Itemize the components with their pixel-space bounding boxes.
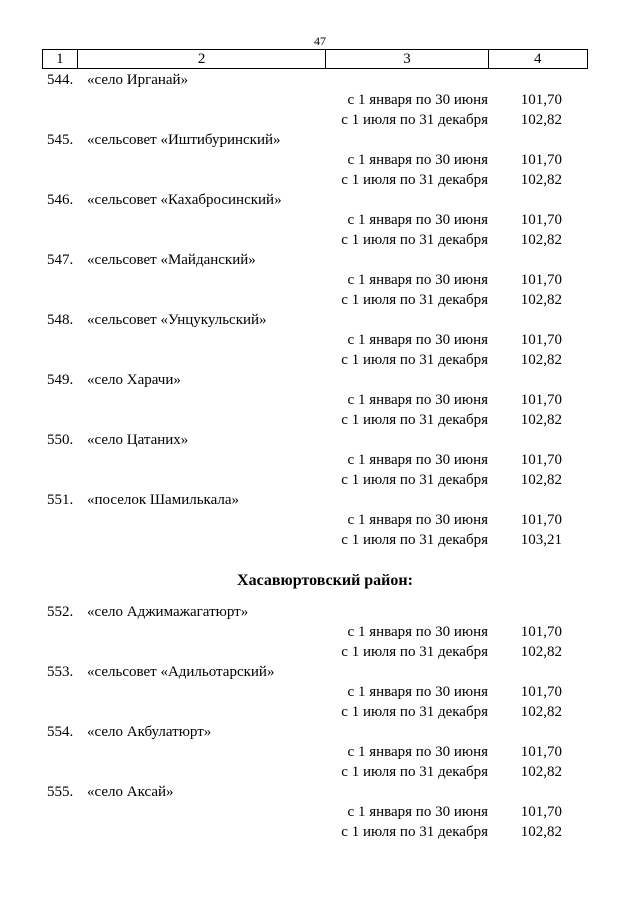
period-value: 101,70	[520, 512, 562, 528]
period-row	[0, 350, 640, 370]
entry-number: 544.	[47, 72, 74, 88]
column-header-2: 2	[77, 50, 326, 69]
list-item	[0, 722, 640, 742]
period-label: с 1 января по 30 июня	[347, 684, 488, 700]
period-label: с 1 января по 30 июня	[347, 804, 488, 820]
period-value: 102,82	[520, 352, 562, 368]
entry-number: 547.	[47, 252, 74, 268]
period-row	[0, 230, 640, 250]
entry-name: «поселок Шамилькала»	[87, 492, 240, 508]
period-row	[0, 150, 640, 170]
column-header-table	[42, 49, 588, 69]
period-label: с 1 июля по 31 декабря	[341, 112, 488, 128]
district-heading-row	[0, 550, 640, 602]
entry-name: «село Аджимажагатюрт»	[87, 604, 249, 620]
list-item	[0, 190, 640, 210]
period-row	[0, 802, 640, 822]
period-label: с 1 января по 30 июня	[347, 92, 488, 108]
period-value: 103,21	[520, 532, 562, 548]
entry-name: «село Аксай»	[87, 784, 174, 800]
period-value: 101,70	[520, 272, 562, 288]
period-value: 102,82	[520, 232, 562, 248]
entry-number: 549.	[47, 372, 74, 388]
entry-number: 553.	[47, 664, 74, 680]
entry-number: 545.	[47, 132, 74, 148]
period-value: 102,82	[520, 172, 562, 188]
column-header-row	[43, 50, 588, 69]
period-row	[0, 702, 640, 722]
period-label: с 1 июля по 31 декабря	[341, 292, 488, 308]
list-item	[0, 602, 640, 622]
period-value: 102,82	[520, 764, 562, 780]
period-row	[0, 762, 640, 782]
list-item	[0, 70, 640, 90]
period-value: 101,70	[520, 212, 562, 228]
period-row	[0, 510, 640, 530]
tariff-list	[0, 70, 640, 842]
period-label: с 1 июля по 31 декабря	[341, 824, 488, 840]
period-value: 101,70	[520, 684, 562, 700]
period-row	[0, 470, 640, 490]
period-value: 101,70	[520, 744, 562, 760]
district-title: Хасавюртовский район:	[237, 572, 413, 589]
period-label: с 1 июля по 31 декабря	[341, 704, 488, 720]
period-label: с 1 января по 30 июня	[347, 332, 488, 348]
period-value: 102,82	[520, 112, 562, 128]
column-header-1: 1	[43, 50, 78, 69]
entry-name: «сельсовет «Майданский»	[87, 252, 256, 268]
period-label: с 1 июля по 31 декабря	[341, 644, 488, 660]
period-value: 101,70	[520, 152, 562, 168]
page-number: 47	[314, 34, 326, 48]
period-value: 101,70	[520, 804, 562, 820]
period-row	[0, 450, 640, 470]
period-label: с 1 января по 30 июня	[347, 744, 488, 760]
period-row	[0, 390, 640, 410]
period-value: 101,70	[520, 92, 562, 108]
period-row	[0, 210, 640, 230]
period-label: с 1 января по 30 июня	[347, 624, 488, 640]
period-row	[0, 290, 640, 310]
entry-name: «сельсовет «Адильотарский»	[87, 664, 275, 680]
period-value: 101,70	[520, 392, 562, 408]
period-row	[0, 642, 640, 662]
entry-name: «сельсовет «Кахабросинский»	[87, 192, 282, 208]
period-value: 102,82	[520, 704, 562, 720]
list-item	[0, 370, 640, 390]
period-row	[0, 110, 640, 130]
list-item	[0, 310, 640, 330]
period-value: 101,70	[520, 452, 562, 468]
column-header-4: 4	[488, 50, 587, 69]
list-item	[0, 782, 640, 802]
list-item	[0, 430, 640, 450]
period-label: с 1 января по 30 июня	[347, 512, 488, 528]
period-row	[0, 530, 640, 550]
period-row	[0, 622, 640, 642]
period-row	[0, 330, 640, 350]
period-value: 101,70	[520, 624, 562, 640]
entry-number: 552.	[47, 604, 74, 620]
entry-name: «село Акбулатюрт»	[87, 724, 212, 740]
list-item	[0, 130, 640, 150]
period-label: с 1 января по 30 июня	[347, 152, 488, 168]
entry-number: 554.	[47, 724, 74, 740]
period-label: с 1 января по 30 июня	[347, 272, 488, 288]
period-row	[0, 90, 640, 110]
period-value: 102,82	[520, 644, 562, 660]
period-label: с 1 июля по 31 декабря	[341, 764, 488, 780]
list-item	[0, 250, 640, 270]
entry-number: 550.	[47, 432, 74, 448]
period-label: с 1 июля по 31 декабря	[341, 412, 488, 428]
period-label: с 1 января по 30 июня	[347, 392, 488, 408]
period-label: с 1 января по 30 июня	[347, 452, 488, 468]
period-row	[0, 170, 640, 190]
entry-number: 555.	[47, 784, 74, 800]
period-label: с 1 июля по 31 декабря	[341, 232, 488, 248]
entry-name: «сельсовет «Иштибуринский»	[87, 132, 281, 148]
entry-number: 546.	[47, 192, 74, 208]
period-label: с 1 июля по 31 декабря	[341, 532, 488, 548]
period-row	[0, 682, 640, 702]
period-row	[0, 822, 640, 842]
list-item	[0, 490, 640, 510]
period-value: 102,82	[520, 472, 562, 488]
entry-number: 551.	[47, 492, 74, 508]
period-label: с 1 июля по 31 декабря	[341, 352, 488, 368]
period-value: 101,70	[520, 332, 562, 348]
period-label: с 1 июля по 31 декабря	[341, 172, 488, 188]
period-value: 102,82	[520, 412, 562, 428]
list-item	[0, 662, 640, 682]
entry-name: «село Харачи»	[87, 372, 181, 388]
period-row	[0, 270, 640, 290]
period-value: 102,82	[520, 824, 562, 840]
column-header-3: 3	[326, 50, 488, 69]
entry-name: «село Ирганай»	[87, 72, 189, 88]
period-row	[0, 742, 640, 762]
entry-number: 548.	[47, 312, 74, 328]
period-row	[0, 410, 640, 430]
period-label: с 1 января по 30 июня	[347, 212, 488, 228]
period-value: 102,82	[520, 292, 562, 308]
entry-name: «село Цатаних»	[87, 432, 189, 448]
entry-name: «сельсовет «Унцукульский»	[87, 312, 267, 328]
period-label: с 1 июля по 31 декабря	[341, 472, 488, 488]
